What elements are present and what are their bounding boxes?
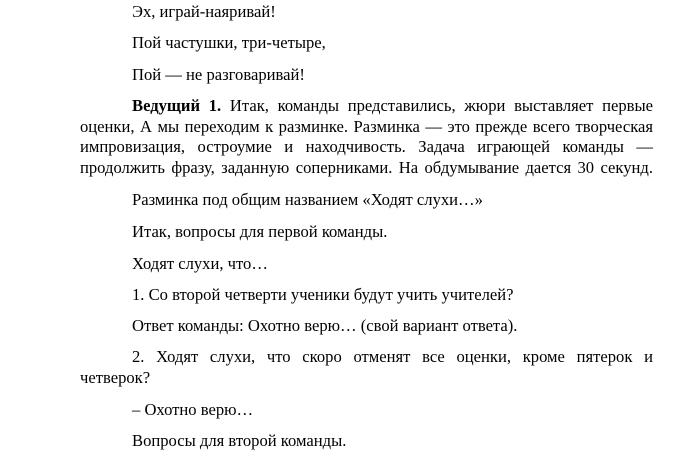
rumors-intro: Ходят слухи, что… <box>132 254 268 273</box>
host-paragraph-line-3: импровизация, остроумие и находчивость. Задача играющей команды — <box>80 137 653 156</box>
host-paragraph-line-2: оценки, А мы переходим к разминке. Разминка — это прежде всего творческая <box>80 117 653 136</box>
poem-line-3: Пой — не разговаривай! <box>132 65 305 84</box>
answer-2: – Охотно верю… <box>132 400 254 419</box>
poem-line-1: Эх, играй-наяривай! <box>132 2 276 21</box>
warmup-title: Разминка под общим названием «Ходят слухи…» <box>132 190 483 209</box>
second-team-questions: Вопросы для второй команды. <box>132 431 347 450</box>
question-1: 1. Со второй четверти ученики будут учить учителей? <box>132 285 514 304</box>
host-paragraph-line-4: продолжить фразу, заданную соперниками. На обдумывание дается 30 секунд. <box>80 158 653 177</box>
question-2-line-1: 2. Ходят слухи, что скоро отменят все оценки, кроме пятерок и <box>132 347 653 366</box>
host-paragraph-text: Итак, команды представились, жюри выставляет первые <box>221 96 653 115</box>
poem-line-2: Пой частушки, три-четыре, <box>132 33 326 52</box>
answer-1: Ответ команды: Охотно верю… (свой вариант ответа). <box>132 316 518 335</box>
host-paragraph-line-1 <box>132 96 653 116</box>
question-2-line-2: четверок? <box>80 368 151 387</box>
host-label: Ведущий 1. <box>132 96 222 115</box>
first-team-questions: Итак, вопросы для первой команды. <box>132 222 388 241</box>
